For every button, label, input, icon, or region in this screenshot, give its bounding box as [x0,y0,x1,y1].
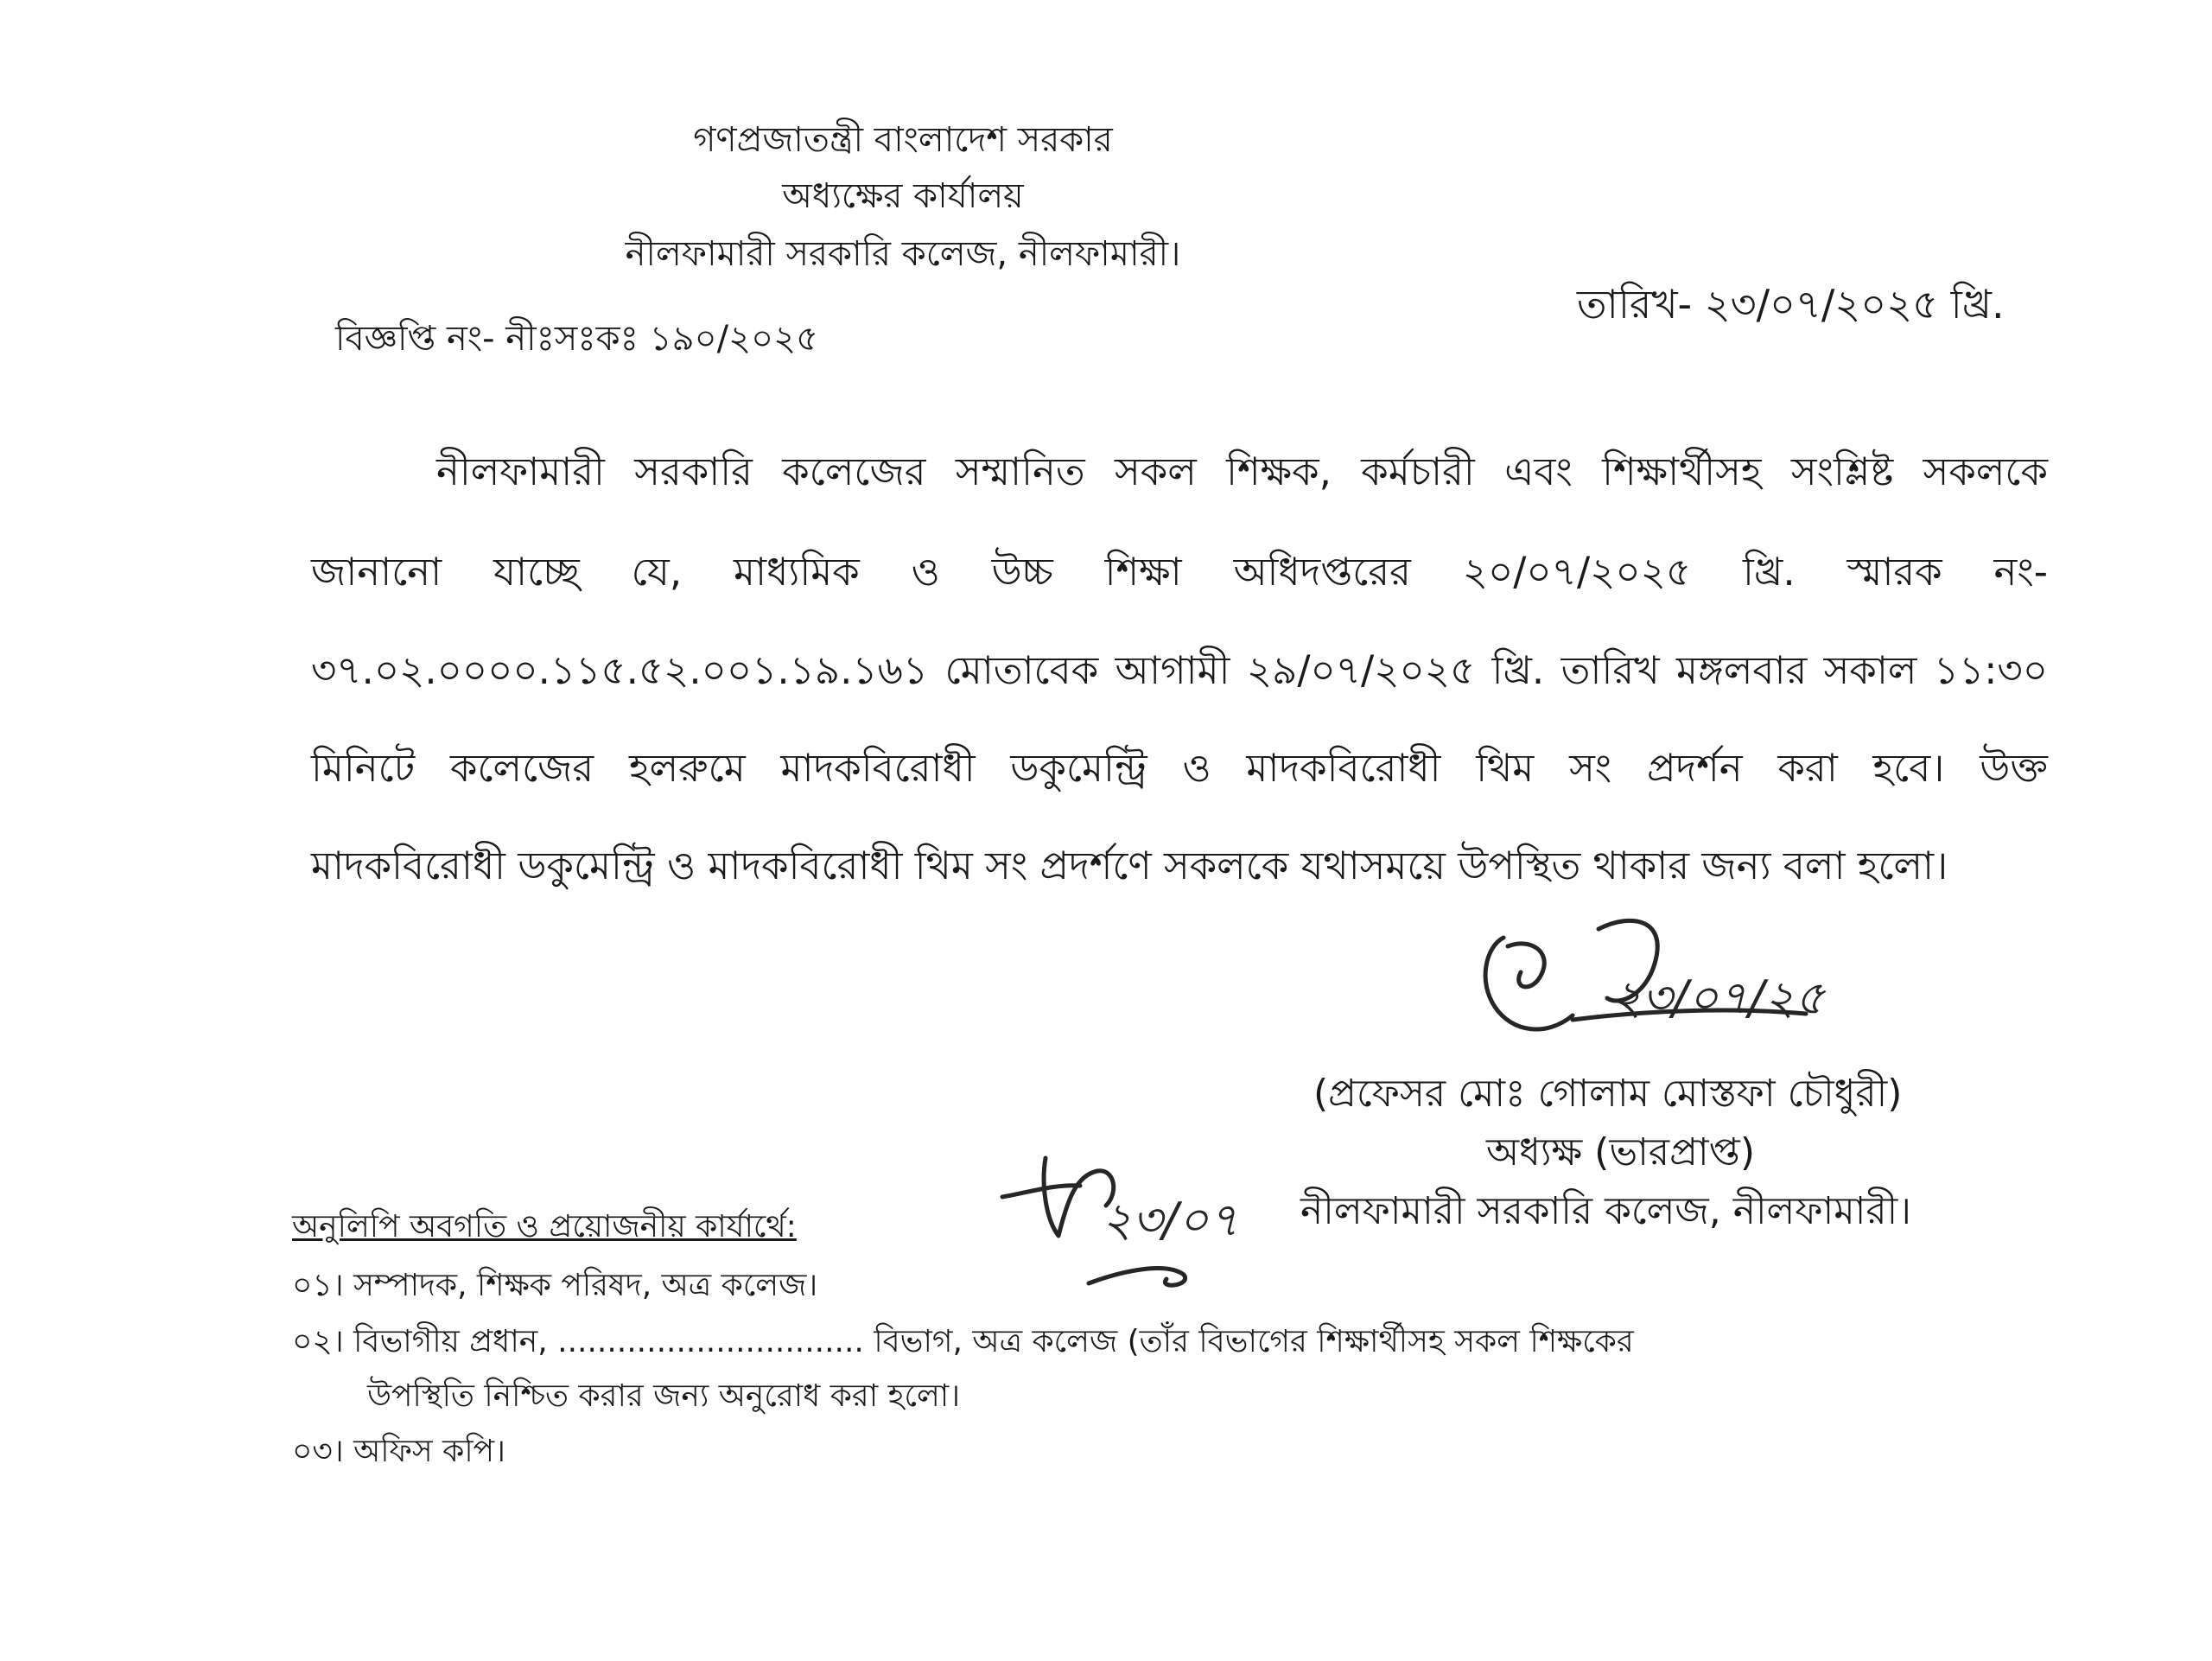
body-word: তারিখ [1560,647,1660,693]
signatory-name: (প্রফেসর মোঃ গোলাম মোস্তফা চৌধুরী) [1313,1072,1903,1116]
body-word: কলেজের [782,449,926,494]
body-word: মাধ্যমিক [734,549,860,595]
body-word: ডকুমেন্ট্রি [1010,745,1147,791]
body-word: ১১:৩০ [1933,647,2048,693]
body-word: শিক্ষক, [1226,449,1332,494]
body-word: ও [911,549,940,595]
body-word: হবে। [1872,745,1945,791]
signatory-college: নীলফামারী সরকারি কলেজ, নীলফামারী। [1300,1189,1911,1233]
body-word: খ্রি. [1742,549,1796,595]
body-line: মাদকবিরোধী ডকুমেন্ট্রি ও মাদকবিরোধী থিম সং প্রদর্শণে সকলকে যথাসময়ে উপস্থিত থাকার জন্য বলা হলো। [311,843,1948,888]
body-word: সরকারি [634,449,753,494]
copy-item: ০৩। অফিস কপি। [292,1434,505,1469]
body-word: থিম [1476,745,1535,791]
body-word: সকল [1114,449,1197,494]
body-word: করা [1777,745,1838,791]
body-word: শিক্ষার্থীসহ [1602,449,1762,494]
college-title: নীলফামারী সরকারি কলেজ, নীলফামারী। [625,234,1181,274]
body-line [311,739,2048,804]
copy-item-continued: উপস্থিতি নিশ্চিত করার জন্য অনুরোধ করা হলো। [367,1378,961,1414]
principal-signature [1469,912,1840,1067]
copies-heading: অনুলিপি অবগতি ও প্রয়োজনীয় কার্যার্থে: [292,1209,797,1244]
body-word: মাদকবিরোধী [1246,745,1441,791]
body-word: শিক্ষা [1104,549,1182,595]
body-word: অধিদপ্তরের [1233,549,1411,595]
body-word: যে, [631,549,683,595]
body-word: উক্ত [1980,745,2048,791]
body-word: ৩৭.০২.০০০০.১১৫.৫২.০০১.১৯.১৬১ [311,647,929,693]
body-line [311,641,2048,706]
body-word: মিনিটে [311,745,416,791]
body-word: সকাল [1823,647,1917,693]
office-title: অধ্যক্ষের কার্যালয় [782,176,1024,216]
body-word: ২০/০৭/২০২৫ [1462,549,1692,595]
body-word: খ্রি. [1491,647,1545,693]
body-word: কর্মচারী [1361,449,1475,494]
body-word: মঙ্গলবার [1676,647,1808,693]
memo-number: বিজ্ঞপ্তি নং- নীঃসঃকঃ ১৯০/২০২৫ [335,319,819,359]
body-word: স্মারক [1847,549,1942,595]
notice-date: তারিখ- ২৩/০৭/২০২৫ খ্রি. [1577,281,2005,328]
body-word: প্রদর্শন [1646,745,1743,791]
body-word: এবং [1504,449,1573,494]
body-line [436,442,2048,507]
body-word: মোতাবেক [944,647,1099,693]
body-word: সম্মানিত [955,449,1085,494]
body-word: মাদকবিরোধী [780,745,976,791]
body-line [311,543,2048,608]
signatory-title: অধ্যক্ষ (ভারপ্রাপ্ত) [1486,1130,1756,1174]
initial-signature [994,1132,1305,1296]
body-word: সং [1569,745,1612,791]
copy-item: ০১। সম্পাদক, শিক্ষক পরিষদ, অত্র কলেজ। [292,1268,818,1303]
body-word: আগামী [1115,647,1230,693]
body-word: জানানো [311,549,442,595]
body-word: হলরুমে [628,745,746,791]
body-word: কলেজের [449,745,594,791]
government-title: গণপ্রজাতন্ত্রী বাংলাদেশ সরকার [693,120,1113,160]
body-word: ও [1182,745,1211,791]
signature-date: ২৩/০৭/২৫ [1611,971,1825,1025]
copy-item: ০২। বিভাগীয় প্রধান, ............................... বিভাগ, অত্র কলেজ (তাঁর বিভাগের শিক্ষার্থীসহ সকল শিক্ষকের [292,1324,1634,1359]
body-word: নীলফামারী [436,449,605,494]
body-word: সকলকে [1923,449,2048,494]
body-word: ২৯/০৭/২০২৫ [1246,647,1476,693]
body-word: সংশ্লিষ্ট [1790,449,1894,494]
initial-signature-date: ২৩/০৭ [1102,1193,1239,1247]
body-word: উচ্চ [991,549,1053,595]
body-word: নং- [1993,549,2048,595]
body-word: যাচ্ছে [493,549,580,595]
